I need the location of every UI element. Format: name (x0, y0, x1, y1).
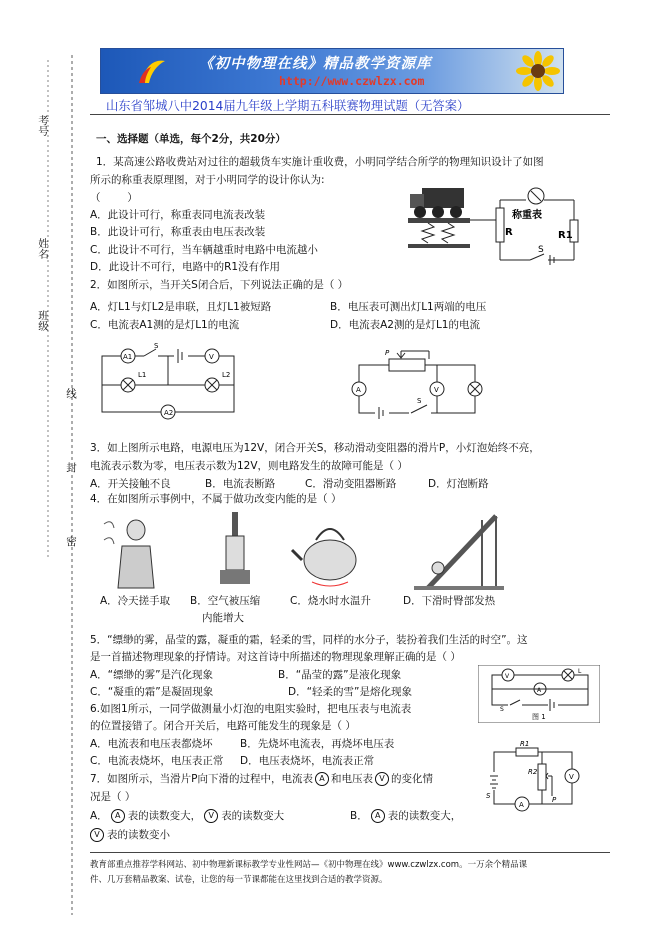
q4-pictures (98, 510, 518, 592)
q1-option-b[interactable]: B．此设计可行，称重表由电压表改装 (90, 226, 266, 238)
q7-option-b-letter: B． (350, 810, 368, 822)
q5-option-c[interactable]: C．“凝重的霜”是凝固现象 (90, 686, 214, 698)
q7-stem-part2: 和电压表 (331, 773, 374, 785)
q7-option-a-part1: 表的读数变大， (127, 810, 202, 822)
r1-label: R1 (558, 230, 573, 241)
q4-caption-c: C．烧水时水温升 (290, 595, 371, 607)
svg-text:P: P (385, 349, 390, 357)
seal-label: 封 (65, 462, 77, 473)
title-divider (90, 114, 610, 115)
q5-stem-line2: 是一首描述物理现象的抒情诗。对这首诗中所描述的物理现象理解正确的是（ ） (90, 651, 461, 663)
kettle-icon (292, 529, 356, 586)
svg-text:图 1: 图 1 (532, 713, 546, 721)
q3-option-d[interactable]: D．灯泡断路 (428, 478, 489, 490)
banner-title: 《初中物理在线》精品教学资源库 (199, 55, 432, 72)
q1-stem-line2: 所示的称重表原理图，对于小明同学的设计你认为: (90, 174, 325, 186)
q4-caption-b-line1: B．空气被压缩 (190, 595, 261, 607)
q2-circuit-figure (92, 340, 242, 424)
variable-resistor-r (496, 208, 504, 242)
svg-text:V: V (505, 673, 510, 680)
q1-option-a[interactable]: A．此设计可行，称重表同电流表改装 (90, 209, 266, 221)
footer-divider (90, 852, 610, 853)
rubbing-hands-icon (104, 520, 154, 588)
q4-caption-d: D．下滑时臀部发热 (403, 595, 496, 607)
q5-option-a[interactable]: A．“缥缈的雾”是汽化现象 (90, 669, 214, 681)
q7-option-b-part2: 表的读数变小 (107, 829, 170, 841)
q7-circuit-figure (478, 740, 588, 814)
q7-stem-part1: 7．如图所示，当滑片P向下滑的过程中，电流表 (90, 773, 314, 785)
q2-option-b[interactable]: B．电压表可测出灯L1两端的电压 (330, 301, 487, 313)
rheostat-r2-icon (538, 764, 546, 790)
ammeter-symbol-icon: A (315, 772, 329, 786)
ammeter-symbol-icon: A (371, 809, 385, 823)
sunflower-icon (516, 51, 560, 91)
q6-option-d[interactable]: D．电压表烧坏，电流表正常 (240, 755, 375, 767)
q1-weighing-circuit-figure (408, 180, 586, 270)
svg-text:P: P (552, 796, 557, 804)
q4-stem: 4．在如图所示事例中，不属于做功改变内能的是（ ） (90, 493, 342, 505)
seal-line-label: 线 (65, 388, 77, 399)
voltmeter-symbol-icon: V (90, 828, 104, 842)
s-label: S (538, 245, 544, 255)
svg-text:S: S (154, 342, 159, 350)
svg-text:R1: R1 (520, 740, 530, 748)
q1-option-c[interactable]: C．此设计不可行，当车辆越重时电路中电流越小 (90, 244, 318, 256)
q7-option-a-letter: A． (90, 810, 108, 822)
q2-option-c[interactable]: C．电流表A1测的是灯L1的电流 (90, 319, 240, 331)
svg-text:V: V (209, 353, 214, 361)
svg-text:S: S (500, 706, 504, 713)
footer-line1: 教育部重点推荐学科网站、初中物理新课标教学专业性网站—《初中物理在线》www.czwlzx.com。一万余个精品课 (90, 860, 528, 870)
class-label: 班级 (37, 310, 49, 331)
ammeter-symbol-icon: A (111, 809, 125, 823)
svg-text:A: A (537, 687, 542, 694)
q3-stem-line2: 电流表示数为零，电压表示数为12V，则电路发生的故障可能是（ ） (90, 460, 408, 472)
svg-text:S: S (486, 792, 491, 800)
svg-text:A2: A2 (164, 409, 174, 417)
q6-option-c[interactable]: C．电流表烧坏，电压表正常 (90, 755, 224, 767)
q5-option-d[interactable]: D．“轻柔的雪”是熔化现象 (288, 686, 412, 698)
svg-text:S: S (417, 397, 422, 405)
q2-option-a[interactable]: A．灯L1与灯L2是串联，且灯L1被短路 (90, 301, 272, 313)
r-label: R (505, 227, 513, 238)
q7-option-b-part1: 表的读数变大， (387, 810, 462, 822)
voltmeter-symbol-icon: V (204, 809, 218, 823)
q6-stem-line2: 的位置接错了。闭合开关后，电路可能发生的现象是（ ） (90, 720, 356, 732)
q6-stem-line1: 6.如图1所示，一同学做测量小灯泡的电阻实验时，把电压表与电流表 (90, 703, 412, 715)
slide-icon (414, 516, 504, 590)
banner-url[interactable]: http://www.czwlzx.com (279, 74, 425, 88)
q7-stem-part3: 的变化情 (391, 773, 434, 785)
secret-label: 密 (65, 536, 77, 547)
truck-icon (410, 188, 464, 218)
q4-caption-a: A．冷天搓手取 (100, 595, 171, 607)
q6-option-b[interactable]: B．先烧坏电流表，再烧坏电压表 (240, 738, 395, 750)
svg-text:A1: A1 (123, 353, 133, 361)
svg-text:R2: R2 (528, 768, 538, 776)
q7-option-a-part2: 表的读数变大 (221, 810, 285, 822)
name-label: 姓名 (37, 238, 49, 259)
q2-option-d[interactable]: D．电流表A2测的是灯L1的电流 (330, 319, 480, 331)
meter-label: 称重表 (512, 210, 542, 221)
q2-second-circuit-figure (345, 347, 495, 425)
q7-option-b[interactable] (350, 808, 461, 823)
footer (90, 858, 610, 888)
q3-option-b[interactable]: B．电流表断路 (205, 478, 276, 490)
q3-option-c[interactable]: C．滑动变阻器断路 (305, 478, 397, 490)
q7-stem-line1 (90, 771, 433, 786)
footer-line2: 件、几万套精品教案、试卷，让您的每一节课都能在这里找到合适的教学资源。 (90, 875, 388, 885)
air-compression-icon (220, 512, 250, 584)
svg-text:L1: L1 (138, 371, 147, 379)
q4-caption-b-line2: 内能增大 (202, 612, 244, 624)
q7-option-a[interactable] (90, 808, 284, 823)
q2-stem: 2．如图所示，当开关S闭合后，下列说法正确的是（ ） (90, 279, 349, 291)
q3-stem-line1: 3．如上图所示电路，电源电压为12V，闭合开关S，移动滑动变阻器的滑片P，小灯泡始终不亮， (90, 442, 540, 454)
q5-option-b[interactable]: B．“晶莹的露”是液化现象 (278, 669, 402, 681)
figure-1-circuit (478, 665, 600, 723)
rheostat-icon (389, 359, 425, 371)
q1-answer-paren: （ ） (90, 192, 138, 204)
q1-stem-line1: 1．某高速公路收费站对过往的超载货车实施计重收费，小明同学结合所学的物理知识设计了如图 (96, 156, 544, 168)
q1-option-d[interactable]: D．此设计不可行，电路中的R1没有作用 (90, 261, 281, 273)
q7-stem-line2: 况是（ ） (90, 791, 136, 803)
q7-option-b-continued (90, 827, 170, 842)
header-banner (100, 48, 564, 94)
voltmeter-symbol-icon: V (375, 772, 389, 786)
q5-stem-line1: 5．“缥缈的雾，晶莹的露，凝重的霜，轻柔的雪，同样的水分子，装扮着我们生活的时空”。这 (90, 634, 528, 646)
svg-text:A: A (356, 386, 361, 394)
svg-text:L: L (578, 668, 582, 675)
section-heading: 一、选择题（单选，每个2分，共20分） (96, 133, 286, 145)
svg-text:A: A (519, 801, 524, 809)
svg-text:V: V (434, 386, 439, 394)
resistor-r1-icon (516, 748, 538, 756)
exam-number-label: 考号 (37, 115, 49, 136)
q3-option-a[interactable]: A．开关接触不良 (90, 478, 171, 490)
q6-option-a[interactable]: A．电流表和电压表都烧坏 (90, 738, 213, 750)
svg-text:V: V (569, 773, 574, 781)
site-logo-icon (135, 55, 171, 87)
page-title: 山东省邹城八中2014届九年级上学期五科联赛物理试题（无答案） (106, 99, 470, 113)
svg-text:L2: L2 (222, 371, 231, 379)
